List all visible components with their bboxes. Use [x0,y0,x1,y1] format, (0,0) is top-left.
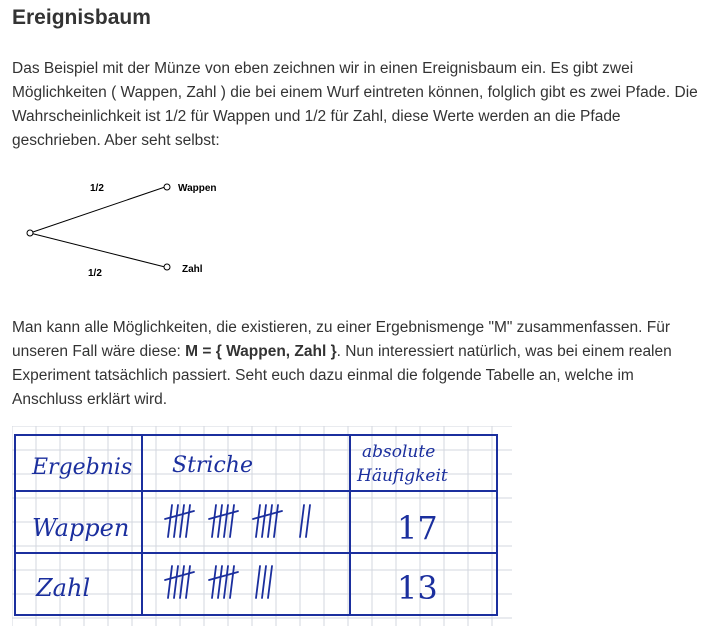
leaf-node-bottom [164,264,170,270]
outcome-label-top: Wappen [178,183,217,194]
tally-stroke [218,505,222,537]
handwritten-frequency-table [12,426,512,626]
row-count-wappen: 17 [397,509,438,547]
event-tree-diagram [14,170,244,290]
tally-stroke [186,566,190,598]
tally-stroke [180,505,184,537]
tally-stroke [168,566,172,598]
tally-stroke [224,566,228,598]
tally-stroke [186,505,190,537]
tally-stroke [306,505,310,537]
result-set-formula: M = { Wappen, Zahl } [185,343,337,360]
header-ergebnis: Ergebnis [32,455,133,480]
row-label-wappen: Wappen [32,514,130,542]
tally-stroke [212,505,216,537]
header-striche: Striche [172,453,253,478]
text-segment: Man kann alle Möglichkeiten, die existieren, zu einer Ergebnismenge "M" zusammenfassen. Für unseren Fall wäre diese: [12,319,671,360]
row-count-zahl: 13 [397,569,438,607]
tally-stroke [268,505,272,537]
header-absolute: absolute [362,442,436,462]
tally-stroke [268,566,272,598]
header-haeufigkeit: Häufigkeit [357,466,448,486]
branch-line-bottom [30,233,165,267]
tally-marks-wappen [165,505,310,537]
tally-stroke [256,566,260,598]
outcome-label-bottom: Zahl [182,264,203,275]
prob-label-bottom: 1/2 [88,268,102,279]
prob-label-top: 1/2 [90,183,104,194]
intro-paragraph: Das Beispiel mit der Münze von eben zeichnen wir in einen Ereignisbaum ein. Es gibt zwei Möglichkeiten ( Wappen, Zahl ) die bei einem Wurf eintreten können, folglich gibt es zwei Pfade. Die Wahrscheinlichkeit ist 1/2 für Wappen und 1/2 für Zahl, diese Werte werden an die Pfade geschrieben. Aber seht selbst: [12,60,698,149]
tally-stroke [180,566,184,598]
page-title: Ereignisbaum [12,6,151,29]
tally-stroke [224,505,228,537]
tally-stroke [256,505,260,537]
tally-stroke [230,505,234,537]
text-segment: . Nun interessiert natürlich, was bei einem realen Experiment tatsächlich passiert. Seht euch dazu einmal die folgende Tabelle an, welche im Anschluss erklärt wird. [12,343,672,408]
tally-stroke [212,566,216,598]
tally-marks-zahl [165,566,272,598]
tally-stroke [230,566,234,598]
tally-stroke [168,505,172,537]
result-set-paragraph [12,316,702,412]
tally-stroke [262,566,266,598]
row-label-zahl: Zahl [36,574,91,602]
tally-stroke [262,505,266,537]
tally-stroke [174,566,178,598]
tally-stroke [174,505,178,537]
tally-stroke [300,505,304,537]
root-node [27,230,33,236]
leaf-node-top [164,184,170,190]
tally-stroke [218,566,222,598]
